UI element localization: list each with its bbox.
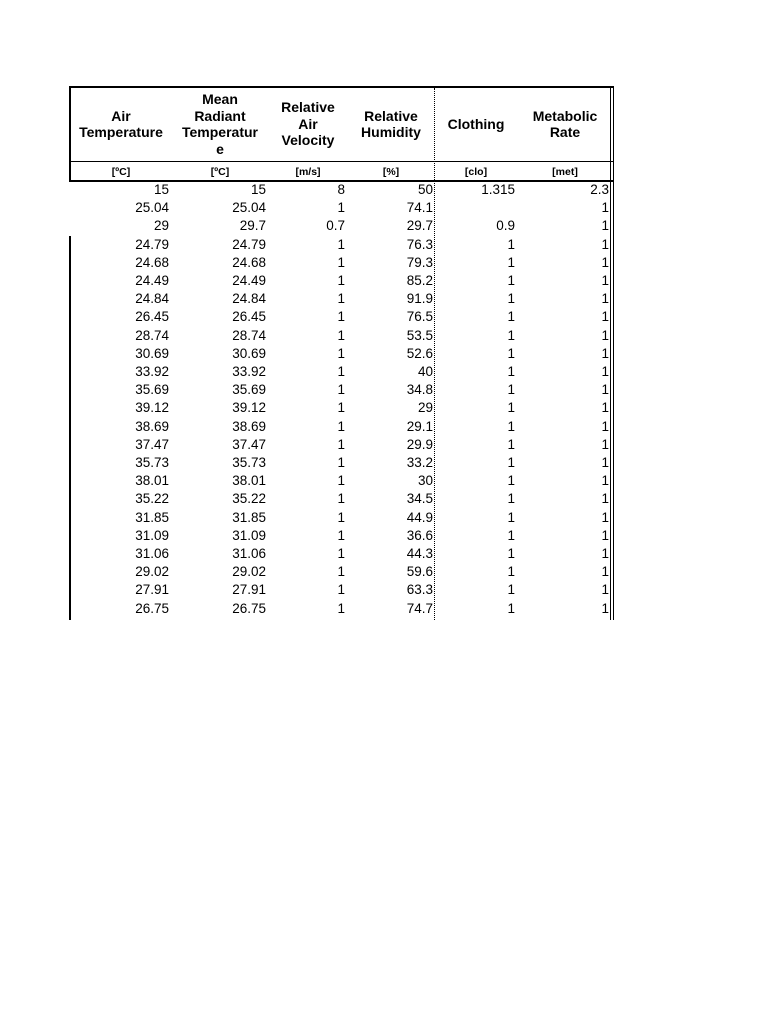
table-cell[interactable]: 1 <box>507 509 515 525</box>
table-cell[interactable]: 1 <box>601 546 609 561</box>
table-cell[interactable]: 33.92 <box>135 364 169 379</box>
table-row <box>0 527 768 545</box>
table-cell[interactable]: 35.73 <box>232 455 266 470</box>
table-cell[interactable]: 15 <box>250 182 266 197</box>
table-cell[interactable]: 29.7 <box>239 218 266 234</box>
table-cell[interactable]: 29.02 <box>232 564 266 580</box>
table-cell[interactable]: 31.85 <box>232 509 266 525</box>
table-cell[interactable]: 1 <box>337 546 345 561</box>
table-cell[interactable]: 1 <box>507 236 515 252</box>
table-cell[interactable]: 1.315 <box>481 182 515 197</box>
table-row <box>0 472 768 490</box>
table-cell[interactable]: 31.06 <box>135 546 169 561</box>
table-row <box>0 308 768 326</box>
table-cell[interactable]: 31.09 <box>232 527 266 543</box>
table-cell[interactable]: 1 <box>601 600 609 616</box>
header-clothing: Clothing <box>447 115 505 132</box>
table-cell[interactable]: 24.49 <box>135 273 169 288</box>
table-cell[interactable]: 1 <box>507 491 515 507</box>
table-cell[interactable]: 1 <box>507 600 515 616</box>
table-cell[interactable]: 1 <box>337 200 345 216</box>
table-cell[interactable]: 63.3 <box>406 582 433 598</box>
table-cell[interactable]: 50 <box>417 182 433 197</box>
table-cell[interactable]: 1 <box>337 254 345 270</box>
table-cell[interactable]: 1 <box>601 291 609 307</box>
table-cell[interactable]: 33.2 <box>406 455 433 470</box>
table-cell[interactable]: 59.6 <box>406 564 433 580</box>
table-row <box>0 254 768 272</box>
table-cell[interactable]: 1 <box>601 491 609 507</box>
table-cell[interactable]: 37.47 <box>135 436 169 452</box>
table-row <box>0 545 768 563</box>
table-row <box>0 381 768 399</box>
table-row <box>0 363 768 381</box>
table-row <box>0 236 768 254</box>
table-cell[interactable]: 1 <box>507 527 515 543</box>
table-cell[interactable]: 37.47 <box>232 436 266 452</box>
table-cell[interactable]: 1 <box>601 582 609 598</box>
header-metabolic-rate: Metabolic Rate <box>532 107 598 140</box>
table-row <box>0 345 768 363</box>
table-cell[interactable]: 24.79 <box>135 236 169 252</box>
table-cell[interactable]: 29 <box>417 400 433 416</box>
table-cell[interactable]: 30 <box>417 473 433 489</box>
header-relative-air-velocity: Relative Air Velocity <box>281 99 335 149</box>
table-cell[interactable]: 33.92 <box>232 364 266 379</box>
table-cell[interactable]: 1 <box>507 309 515 325</box>
table-cell[interactable]: 1 <box>507 436 515 452</box>
table-row <box>0 490 768 508</box>
table-cell[interactable]: 44.3 <box>406 546 433 561</box>
table-cell[interactable] <box>437 199 515 217</box>
table-cell[interactable]: 1 <box>337 291 345 307</box>
table-cell[interactable]: 1 <box>337 400 345 416</box>
unit-mean-radiant-temperature: [ºC] <box>210 165 230 178</box>
table-cell[interactable]: 36.6 <box>406 527 433 543</box>
table-cell[interactable]: 38.69 <box>232 418 266 434</box>
table-cell[interactable]: 35.69 <box>232 382 266 398</box>
table-cell[interactable]: 24.68 <box>232 254 266 270</box>
units-separator <box>69 161 614 162</box>
table-cell[interactable]: 1 <box>601 418 609 434</box>
table-cell[interactable]: 1 <box>507 291 515 307</box>
table-cell[interactable]: 39.12 <box>135 400 169 416</box>
table-cell[interactable]: 34.5 <box>406 491 433 507</box>
table-cell[interactable]: 1 <box>601 364 609 379</box>
table-cell[interactable]: 1 <box>337 527 345 543</box>
table-cell[interactable]: 1 <box>337 345 345 361</box>
table-cell[interactable]: 8 <box>337 182 345 197</box>
table-cell[interactable]: 76.5 <box>406 309 433 325</box>
unit-clothing: [clo] <box>464 165 488 178</box>
table-cell[interactable]: 31.06 <box>232 546 266 561</box>
table-cell[interactable]: 1 <box>601 436 609 452</box>
header-relative-humidity: Relative Humidity <box>361 107 421 140</box>
table-cell[interactable]: 30.69 <box>232 345 266 361</box>
header-mean-radiant-temperature: Mean Radiant Temperatur e <box>182 91 258 157</box>
table-cell[interactable]: 74.1 <box>406 200 433 216</box>
header-air-temperature: Air Temperature <box>79 107 163 140</box>
table-cell[interactable]: 35.69 <box>135 382 169 398</box>
table-cell[interactable]: 28.74 <box>232 327 266 343</box>
table-cell[interactable]: 1 <box>601 509 609 525</box>
table-cell[interactable]: 85.2 <box>406 273 433 288</box>
table-cell[interactable]: 1 <box>507 345 515 361</box>
table-cell[interactable]: 1 <box>601 473 609 489</box>
table-cell[interactable]: 91.9 <box>406 291 433 307</box>
table-cell[interactable]: 31.09 <box>135 527 169 543</box>
table-cell[interactable]: 1 <box>337 455 345 470</box>
table-cell[interactable]: 24.49 <box>232 273 266 288</box>
table-cell[interactable]: 0.9 <box>496 218 515 234</box>
table-cell[interactable]: 53.5 <box>406 327 433 343</box>
table-cell[interactable]: 1 <box>601 218 609 234</box>
table-cell[interactable]: 1 <box>507 564 515 580</box>
table-cell[interactable]: 1 <box>507 364 515 379</box>
table-cell[interactable]: 1 <box>337 327 345 343</box>
table-cell[interactable]: 1 <box>601 200 609 216</box>
table-cell[interactable]: 29.1 <box>406 418 433 434</box>
table-cell[interactable]: 35.22 <box>135 491 169 507</box>
table-cell[interactable]: 38.01 <box>135 473 169 489</box>
table-cell[interactable]: 35.22 <box>232 491 266 507</box>
table-row <box>0 290 768 308</box>
table-cell[interactable]: 27.91 <box>135 582 169 598</box>
table-cell[interactable]: 1 <box>507 418 515 434</box>
table-cell[interactable]: 29.02 <box>135 564 169 580</box>
table-cell[interactable]: 1 <box>337 273 345 288</box>
table-cell[interactable]: 25.04 <box>232 200 266 216</box>
table-row <box>0 563 768 581</box>
unit-air-temperature: [ºC] <box>111 165 131 178</box>
table-cell[interactable]: 1 <box>337 473 345 489</box>
table-cell[interactable]: 24.68 <box>135 254 169 270</box>
table-row <box>0 272 768 290</box>
table-cell[interactable]: 76.3 <box>406 236 433 252</box>
table-cell[interactable]: 34.8 <box>406 382 433 398</box>
table-row <box>0 509 768 527</box>
table-cell[interactable]: 1 <box>337 582 345 598</box>
table-cell[interactable]: 1 <box>507 273 515 288</box>
unit-relative-air-velocity: [m/s] <box>295 165 321 178</box>
table-cell[interactable]: 1 <box>507 327 515 343</box>
table-cell[interactable]: 29.9 <box>406 436 433 452</box>
table-cell[interactable]: 1 <box>601 564 609 580</box>
table-row <box>0 454 768 472</box>
table-cell[interactable]: 1 <box>337 382 345 398</box>
table-cell[interactable]: 1 <box>601 327 609 343</box>
unit-metabolic-rate: [met] <box>552 165 578 178</box>
table-cell[interactable]: 2.3 <box>590 182 609 197</box>
table-row <box>0 181 768 199</box>
table-cell[interactable]: 1 <box>601 400 609 416</box>
table-row <box>0 199 768 217</box>
table-cell[interactable]: 1 <box>601 345 609 361</box>
table-cell[interactable]: 0.7 <box>326 218 345 234</box>
table-cell[interactable]: 44.9 <box>406 509 433 525</box>
table-cell[interactable]: 74.7 <box>406 600 433 616</box>
table-cell[interactable]: 27.91 <box>232 582 266 598</box>
table-cell[interactable]: 52.6 <box>406 345 433 361</box>
table-cell[interactable]: 29 <box>153 218 169 234</box>
table-cell[interactable]: 38.69 <box>135 418 169 434</box>
table-cell[interactable]: 1 <box>337 418 345 434</box>
table-cell[interactable]: 1 <box>601 273 609 288</box>
table-cell[interactable]: 1 <box>507 400 515 416</box>
table-cell[interactable]: 1 <box>337 236 345 252</box>
table-cell[interactable]: 25.04 <box>135 200 169 216</box>
table-row <box>0 600 768 618</box>
table-cell[interactable]: 24.84 <box>135 291 169 307</box>
table-cell[interactable]: 1 <box>507 473 515 489</box>
unit-relative-humidity: [%] <box>382 165 400 178</box>
table-cell[interactable]: 26.45 <box>135 309 169 325</box>
table-row <box>0 399 768 417</box>
table-cell[interactable]: 35.73 <box>135 455 169 470</box>
table-cell[interactable]: 79.3 <box>406 254 433 270</box>
table-cell[interactable]: 1 <box>337 491 345 507</box>
table-cell[interactable]: 31.85 <box>135 509 169 525</box>
table-cell[interactable]: 26.75 <box>135 600 169 616</box>
table-row <box>0 217 768 235</box>
table-cell[interactable]: 1 <box>337 364 345 379</box>
table-cell[interactable]: 24.79 <box>232 236 266 252</box>
table-cell[interactable]: 15 <box>153 182 169 197</box>
table-row <box>0 418 768 436</box>
table-cell[interactable]: 30.69 <box>135 345 169 361</box>
table-row <box>0 436 768 454</box>
table-cell[interactable]: 26.45 <box>232 309 266 325</box>
table-cell[interactable]: 1 <box>601 309 609 325</box>
table-cell[interactable]: 1 <box>507 382 515 398</box>
table-row <box>0 581 768 599</box>
table-cell[interactable]: 29.7 <box>406 218 433 234</box>
table-cell[interactable]: 1 <box>337 509 345 525</box>
table-cell[interactable]: 1 <box>601 254 609 270</box>
table-cell[interactable]: 1 <box>601 455 609 470</box>
table-cell[interactable]: 1 <box>337 564 345 580</box>
table-cell[interactable]: 28.74 <box>135 327 169 343</box>
table-cell[interactable]: 1 <box>507 582 515 598</box>
table-cell[interactable]: 1 <box>337 309 345 325</box>
table-cell[interactable]: 38.01 <box>232 473 266 489</box>
table-cell[interactable]: 40 <box>417 364 433 379</box>
table-cell[interactable]: 39.12 <box>232 400 266 416</box>
table-cell[interactable]: 1 <box>507 546 515 561</box>
table-row <box>0 327 768 345</box>
table-cell[interactable]: 1 <box>601 527 609 543</box>
table-cell[interactable]: 1 <box>337 436 345 452</box>
table-cell[interactable]: 1 <box>601 382 609 398</box>
table-cell[interactable]: 1 <box>337 600 345 616</box>
table-cell[interactable]: 26.75 <box>232 600 266 616</box>
table-cell[interactable]: 24.84 <box>232 291 266 307</box>
table-cell[interactable]: 1 <box>507 455 515 470</box>
table-cell[interactable]: 1 <box>601 236 609 252</box>
table-cell[interactable]: 1 <box>507 254 515 270</box>
